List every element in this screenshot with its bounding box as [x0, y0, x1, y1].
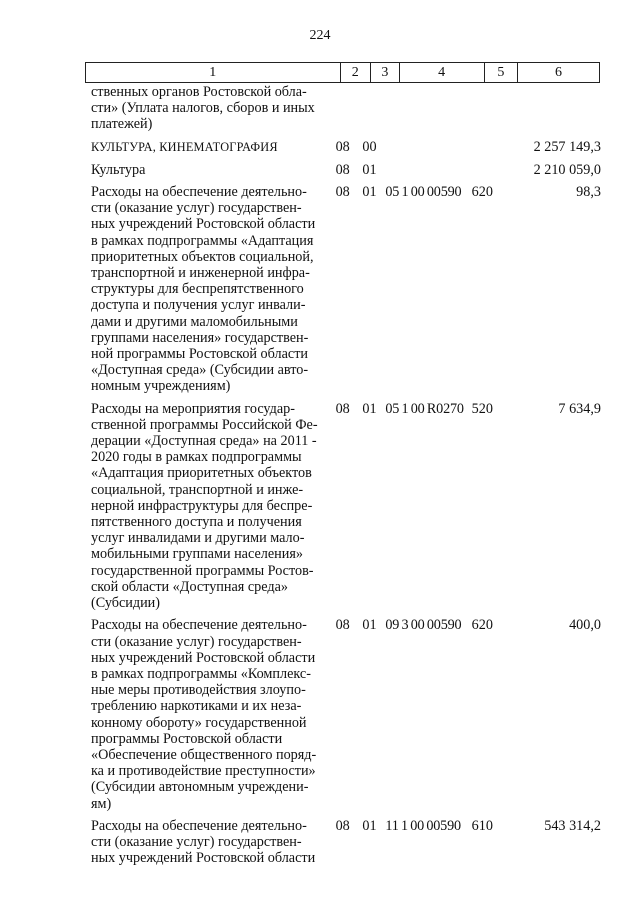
row-target-code — [385, 162, 471, 178]
row-subsection: 01 — [362, 817, 377, 834]
row-target-code: 09 3 00 00590 — [385, 617, 462, 634]
row-section: 08 — [335, 617, 350, 634]
header-col-1: 1 — [209, 65, 217, 80]
row-expense-type — [472, 84, 503, 133]
table-row — [91, 818, 601, 867]
row-description: Расходы на обеспечение деятельно- сти (оказание услуг) государствен- ных учреждений Ростовской области в рамках подпрограммы «Комплекс- ные меры противодействия злоупо- треблению наркотиками и их неза- конному обороту» государственной программы Ростовской области «Обеспечение общественного поряд- ка и противодействие преступности» (Субсидии автономным учреждени- ям) — [91, 617, 317, 812]
table-row — [91, 139, 601, 155]
row-subsection: 01 — [362, 617, 377, 634]
row-description: КУЛЬТУРА, КИНЕМАТОГРАФИЯ — [91, 139, 278, 154]
header-col-4: 4 — [399, 63, 484, 82]
row-amount: 543 314,2 — [544, 817, 601, 834]
row-amount: 7 634,9 — [558, 400, 601, 417]
table-row — [91, 84, 601, 133]
row-target-code — [385, 139, 471, 155]
row-amount — [502, 84, 601, 133]
row-expense-type — [472, 139, 503, 155]
row-target-code — [385, 84, 471, 133]
row-target-code: 05 1 00 00590 — [385, 184, 462, 201]
table-body — [91, 84, 601, 866]
header-col-3: 3 — [370, 63, 399, 82]
row-section: 08 — [335, 817, 350, 834]
row-expense-type: 620 — [471, 184, 493, 201]
row-section — [330, 84, 363, 133]
row-expense-type: 610 — [471, 817, 493, 834]
row-amount: 400,0 — [569, 617, 601, 634]
row-section: 08 — [335, 138, 350, 155]
row-expense-type: 520 — [471, 400, 493, 417]
row-subsection: 01 — [362, 400, 377, 417]
row-section: 08 — [335, 161, 350, 178]
row-subsection: 01 — [362, 161, 377, 178]
row-subsection: 01 — [362, 184, 377, 201]
header-col-5: 5 — [484, 63, 518, 82]
row-amount: 98,3 — [576, 184, 601, 201]
row-section: 08 — [335, 400, 350, 417]
table-row — [91, 617, 601, 811]
table-header — [85, 62, 600, 83]
row-section: 08 — [335, 184, 350, 201]
header-col-6: 6 — [517, 63, 599, 82]
table-row — [91, 184, 601, 395]
row-description: Расходы на обеспечение деятельно- сти (оказание услуг) государствен- ных учреждений Ростовской области — [91, 817, 316, 867]
header-col-2: 2 — [340, 63, 371, 82]
row-description: Культура — [91, 161, 146, 178]
row-subsection — [362, 84, 385, 133]
table-row — [91, 401, 601, 612]
row-target-code: 05 1 00 R0270 — [385, 400, 464, 417]
row-target-code: 11 1 00 00590 — [385, 817, 461, 834]
row-amount: 2 210 059,0 — [533, 161, 601, 178]
row-description: ственных органов Ростовской обла- сти» (Уплата налогов, сборов и иных платежей) — [91, 84, 315, 133]
row-subsection: 00 — [362, 138, 377, 155]
page-number: 224 — [309, 28, 331, 43]
row-description: Расходы на обеспечение деятельно- сти (оказание услуг) государствен- ных учреждений Ростовской области в рамках подпрограммы «Адаптация приоритетных объектов социальной, транспортной и инженерной инфра- структуры для беспрепятственного доступа и получения услуг инвали- дами и другими маломобильными группами населения» государствен- ной программы Ростовской области «Доступная среда» (Субсидии авто- номным учреждениям) — [91, 184, 316, 395]
row-expense-type: 620 — [471, 617, 493, 634]
row-amount: 2 257 149,3 — [533, 138, 601, 155]
row-expense-type — [472, 162, 503, 178]
table-row — [91, 162, 601, 178]
row-description: Расходы на мероприятия государ- ственной программы Российской Фе- дерации «Доступная среда» на 2011 - 2020 годы в рамках подпрограммы «Адаптация приоритетных объектов социальной, транспортной и инже- нерной инфраструктуры для беспре- пятственного доступа и получения услуг инвалидами и другими мало- мобильными группами населения» государственной программы Ростов- ской области «Доступная среда» (Субсидии) — [91, 400, 318, 612]
